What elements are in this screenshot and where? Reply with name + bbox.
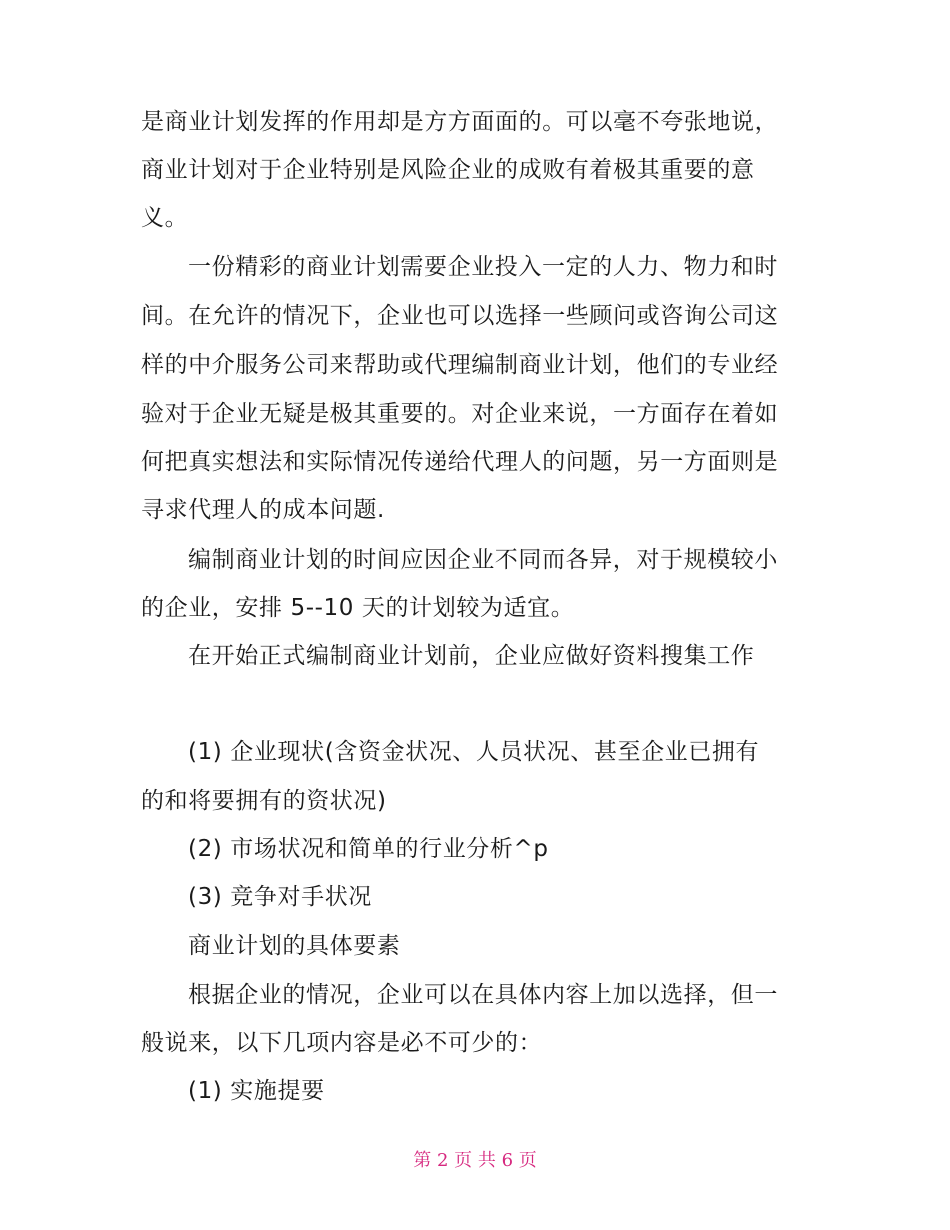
list-item-line: (1) 实施提要 bbox=[188, 1078, 325, 1104]
paragraph-line: 是商业计划发挥的作用却是方方面面的。可以毫不夸张地说， bbox=[141, 109, 779, 135]
list-item-line: (1) 企业现状(含资金状况、人员状况、甚至企业已拥有 bbox=[188, 739, 760, 765]
paragraph-line: 间。在允许的情况下，企业也可以选择一些顾问或咨询公司这 bbox=[141, 303, 779, 329]
paragraph-line: 在开始正式编制商业计划前，企业应做好资料搜集工作 bbox=[188, 643, 755, 669]
paragraph-line: 编制商业计划的时间应因企业不同而各异，对于规模较小 bbox=[188, 547, 778, 573]
list-item-line: (2) 市场状况和简单的行业分析^p bbox=[188, 836, 549, 862]
page-number-footer: 第 2 页 共 6 页 bbox=[413, 1150, 537, 1171]
paragraph-line: 一份精彩的商业计划需要企业投入一定的人力、物力和时 bbox=[188, 254, 778, 280]
paragraph-line: 验对于企业无疑是极其重要的。对企业来说，一方面存在着如 bbox=[141, 401, 779, 427]
paragraph-line: 的企业，安排 5--10 天的计划较为适宜。 bbox=[141, 595, 575, 621]
list-item-line: 的和将要拥有的资状况) bbox=[141, 788, 387, 814]
paragraph-line: 寻求代理人的成本问题. bbox=[141, 497, 385, 523]
paragraph-line: 商业计划对于企业特别是风险企业的成败有着极其重要的意 bbox=[141, 157, 755, 183]
section-heading: 商业计划的具体要素 bbox=[188, 933, 401, 959]
list-item-line: (3) 竞争对手状况 bbox=[188, 884, 372, 910]
paragraph-line: 何把真实想法和实际情况传递给代理人的问题，另一方面则是 bbox=[141, 449, 779, 475]
paragraph-line: 义。 bbox=[141, 205, 189, 231]
paragraph-line: 根据企业的情况，企业可以在具体内容上加以选择，但一 bbox=[188, 982, 778, 1008]
paragraph-line: 样的中介服务公司来帮助或代理编制商业计划，他们的专业经 bbox=[141, 352, 779, 378]
paragraph-line: 般说来，以下几项内容是必不可少的： bbox=[141, 1030, 543, 1056]
